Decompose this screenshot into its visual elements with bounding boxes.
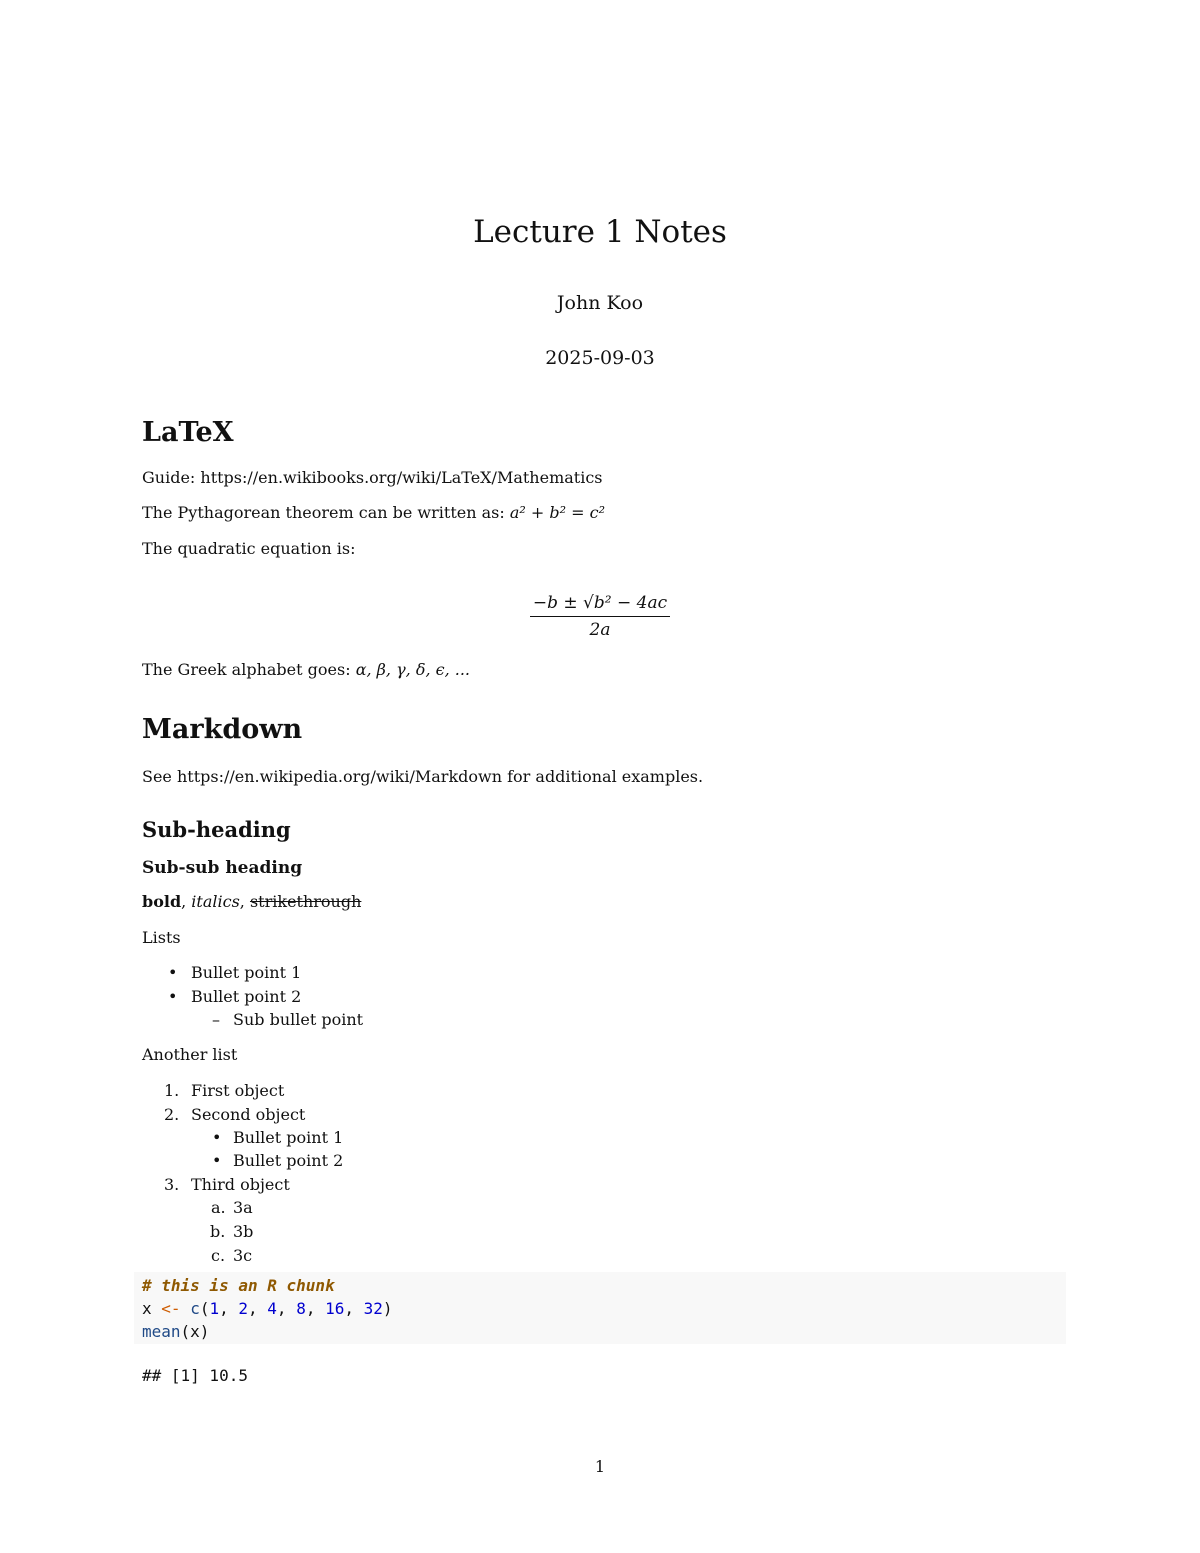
bullet-marker: • (212, 1128, 222, 1147)
bullet-marker: • (168, 987, 178, 1006)
greek-line (142, 659, 470, 681)
markdown-see-text: See https://en.wikipedia.org/wiki/Markdown for additional examples. (142, 767, 704, 786)
code-variable: x (142, 1299, 152, 1318)
code-operator: <- (161, 1299, 181, 1318)
bullet-marker: • (168, 963, 178, 982)
italic-text: italics (191, 892, 240, 911)
code-number: 4 (267, 1299, 277, 1318)
ordered-marker: 3. (164, 1175, 180, 1194)
quadratic-numerator: −b ± √b² − 4ac (530, 590, 670, 617)
quadratic-denominator: 2a (589, 620, 611, 640)
pythagorean-prefix: The Pythagorean theorem can be written as: (142, 503, 505, 522)
code-comment: # this is an R chunk (142, 1276, 335, 1295)
sub-bullet-item: Sub bullet point (233, 1010, 364, 1029)
another-list-label: Another list (142, 1045, 238, 1064)
ordered-item: First object (191, 1081, 285, 1100)
code-assign-line: x <- c(1, 2, 4, 8, 16, 32) (142, 1299, 393, 1318)
subheading: Sub-heading (142, 817, 291, 842)
ordered-item: Third object (191, 1175, 290, 1194)
code-number: 8 (296, 1299, 306, 1318)
guide-text: Guide: https://en.wikibooks.org/wiki/LaTeX/Mathematics (142, 468, 603, 487)
lettered-item: 3c (233, 1246, 253, 1265)
nested-bullet-item: Bullet point 2 (233, 1151, 344, 1170)
letter-marker: c. (211, 1246, 226, 1265)
page-number: 1 (594, 1457, 606, 1476)
code-number: 16 (325, 1299, 345, 1318)
code-number: 1 (209, 1299, 220, 1318)
greek-formula: α, β, γ, δ, ϵ, ... (355, 660, 471, 679)
code-comment-line (142, 1274, 335, 1297)
bullet-marker: • (212, 1151, 222, 1170)
formatting-line: bold, italics, strikethrough (142, 892, 362, 911)
ordered-marker: 1. (164, 1081, 180, 1100)
nested-bullet-item: Bullet point 1 (233, 1128, 344, 1147)
quadratic-formula (530, 590, 670, 643)
bullet-item: Bullet point 1 (191, 963, 302, 982)
code-mean-line (142, 1320, 209, 1343)
bullet-item: Bullet point 2 (191, 987, 302, 1006)
strikethrough-text: strikethrough (249, 892, 362, 911)
lists-label: Lists (142, 928, 181, 947)
section-heading-latex: LaTeX (142, 417, 234, 448)
ordered-item: Second object (191, 1105, 306, 1124)
pythagorean-formula: a² + b² = c² (509, 503, 605, 522)
document-date: 2025-09-03 (545, 347, 655, 369)
ordered-marker: 2. (164, 1105, 180, 1124)
bold-text: bold (142, 892, 182, 911)
lettered-item: 3a (233, 1198, 253, 1217)
code-function: mean (142, 1322, 181, 1341)
code-number: 2 (238, 1299, 249, 1318)
code-number: 32 (363, 1299, 383, 1318)
greek-prefix: The Greek alphabet goes: (142, 660, 351, 679)
section-heading-markdown: Markdown (142, 714, 303, 745)
document-author: John Koo (556, 292, 644, 314)
code-arg: (x) (180, 1322, 210, 1341)
lettered-item: 3b (233, 1222, 254, 1241)
letter-marker: a. (211, 1198, 226, 1217)
code-output: ## [1] 10.5 (142, 1366, 248, 1385)
subsubheading: Sub-sub heading (142, 858, 303, 878)
code-function: c (190, 1299, 200, 1318)
pythagorean-line (142, 502, 605, 524)
letter-marker: b. (210, 1222, 226, 1241)
quadratic-intro: The quadratic equation is: (142, 539, 356, 558)
dash-marker: – (212, 1010, 220, 1029)
document-title: Lecture 1 Notes (473, 214, 727, 250)
